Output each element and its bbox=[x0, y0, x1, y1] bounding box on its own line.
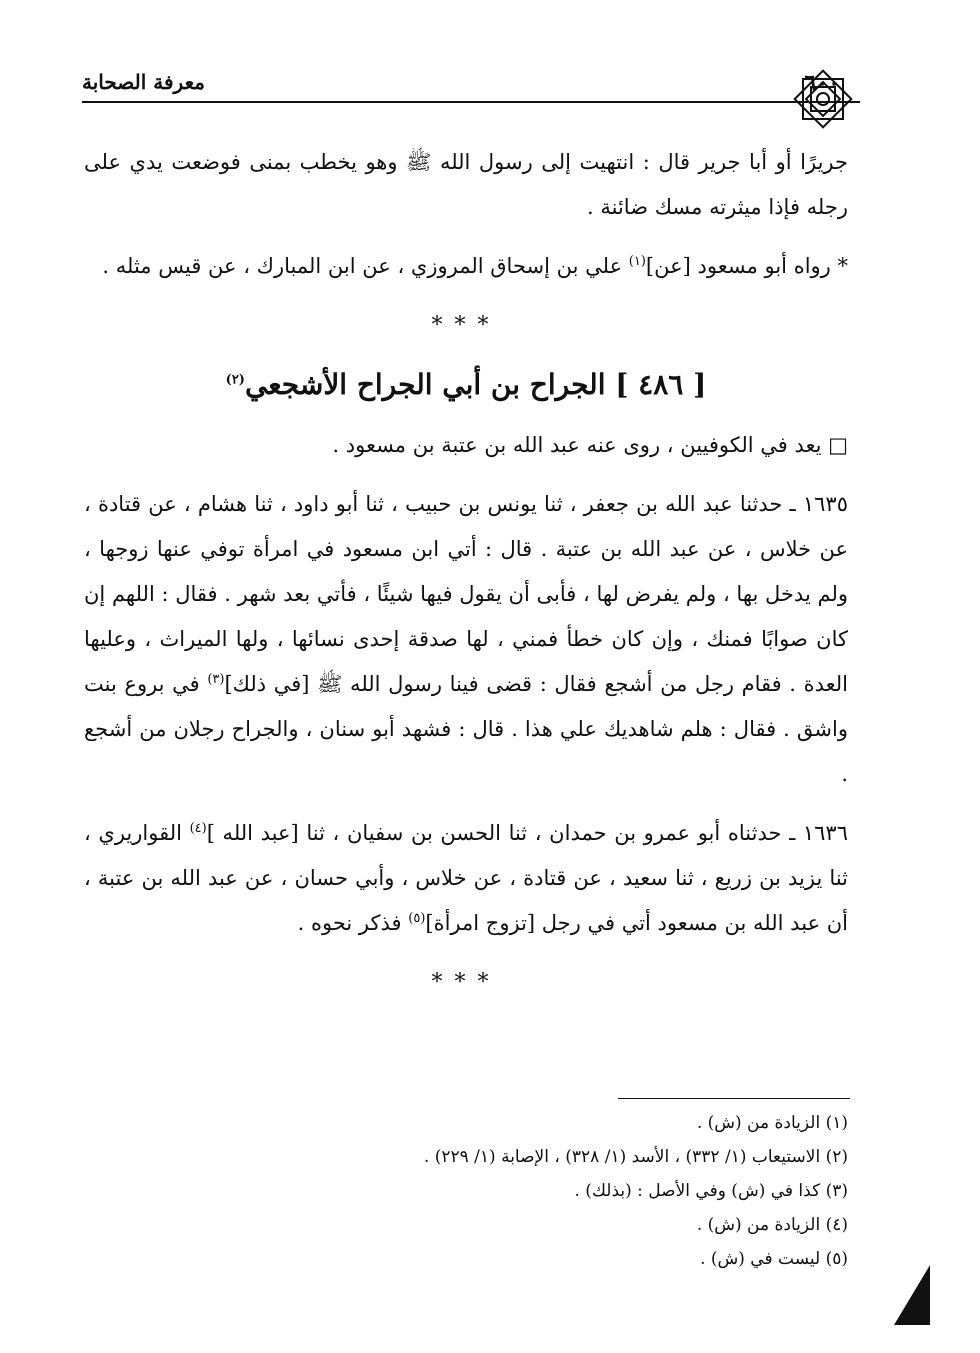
footnote-5: (٥) ليست في (ش) . bbox=[700, 1249, 848, 1269]
footnote-ref-4: (٤) bbox=[189, 821, 207, 836]
running-title: معرفة الصحابة bbox=[82, 70, 205, 94]
section-divider-stars: *** bbox=[431, 313, 501, 338]
footnote-ref-1: (١) bbox=[628, 254, 646, 269]
page-corner-mark-icon bbox=[894, 1265, 930, 1325]
page-number: ٦٠٠ bbox=[804, 70, 840, 96]
page-header bbox=[82, 60, 870, 100]
narration-text-after: علي بن إسحاق المروزي ، عن ابن المبارك ، عن قيس مثله . bbox=[102, 254, 629, 278]
hadith-1636 bbox=[84, 811, 848, 946]
footnote-ref-3: (٣) bbox=[207, 672, 225, 687]
entry-heading bbox=[84, 362, 848, 407]
footnotes bbox=[84, 1106, 848, 1276]
hadith-1636-text-c: فذكر نحوه . bbox=[297, 911, 409, 935]
footnote-ref-2: (٢) bbox=[225, 372, 245, 388]
footnote-ref-5: (٥) bbox=[408, 911, 426, 926]
footnote-1: (١) الزيادة من (ش) . bbox=[696, 1113, 848, 1133]
narration-text-before: * رواه أبو مسعود [عن] bbox=[645, 254, 848, 278]
hadith-1636-text-a: ١٦٣٦ ـ حدثناه أبو عمرو بن حمدان ، ثنا الحسن بن سفيان ، ثنا [عبد الله ] bbox=[206, 821, 848, 845]
footnote-2: (٢) الاستيعاب (١/ ٣٣٢) ، الأسد (١/ ٣٢٨) ، الإصابة (١/ ٢٢٩) . bbox=[423, 1147, 848, 1167]
hadith-1635-text-a: ١٦٣٥ ـ حدثنا عبد الله بن جعفر ، ثنا يونس بن حبيب ، ثنا أبو داود ، ثنا هشام ، عن قتادة ، عن خلاس ، عن عبد الله بن عتبة . قال : أتي ابن مسعود في امرأة توفي عنها زوجها ، ولم يدخل بها ، ولم يفرض لها ، فأبى أن يقول فيها شيئًا ، فأتي بعد شهر . فقال : اللهم إن كان صوابًا فمنك ، وإن كان خطأ فمني ، لها صدقة إحدى نسائها ، ولها الميراث ، وعليها العدة . فقام رجل من أشجع فقال : قضى فينا رسول الله ﷺ [في ذلك] bbox=[84, 492, 848, 696]
paragraph-narration bbox=[84, 244, 848, 289]
header-rule bbox=[82, 101, 860, 103]
entry-heading-text: [ ٤٨٦ ] الجراح بن أبي الجراح الأشجعي bbox=[244, 368, 707, 401]
paragraph-continuation: جريرًا أو أبا جرير قال : انتهيت إلى رسول الله ﷺ وهو يخطب بمنى فوضعت يدي على رجله فإذا ميثرته مسك ضائنة . bbox=[84, 150, 848, 219]
footnote-3: (٣) كذا في (ش) وفي الأصل : (بذلك) . bbox=[574, 1181, 848, 1201]
footnote-4: (٤) الزيادة من (ش) . bbox=[696, 1215, 848, 1235]
footnote-rule bbox=[618, 1098, 850, 1099]
hadith-1636-text-b: القواريري ، ثنا يزيد بن زريع ، ثنا سعيد ، عن قتادة ، عن خلاس ، وأبي حسان ، عن عبد الله بن عتبة ، أن عبد الله بن مسعود أتي في رجل [تزوج امرأة] bbox=[84, 821, 848, 935]
main-text bbox=[84, 140, 848, 1019]
entry-intro: □ يعد في الكوفيين ، روى عنه عبد الله بن عتبة بن مسعود . bbox=[332, 433, 848, 457]
section-divider-stars-2: *** bbox=[431, 970, 501, 995]
hadith-1635 bbox=[84, 482, 848, 797]
hadith-1635-text-b: في بروع بنت واشق . فقال : هلم شاهديك علي هذا . قال : فشهد أبو سنان ، والجراح رجلان من أشجع . bbox=[84, 672, 848, 786]
